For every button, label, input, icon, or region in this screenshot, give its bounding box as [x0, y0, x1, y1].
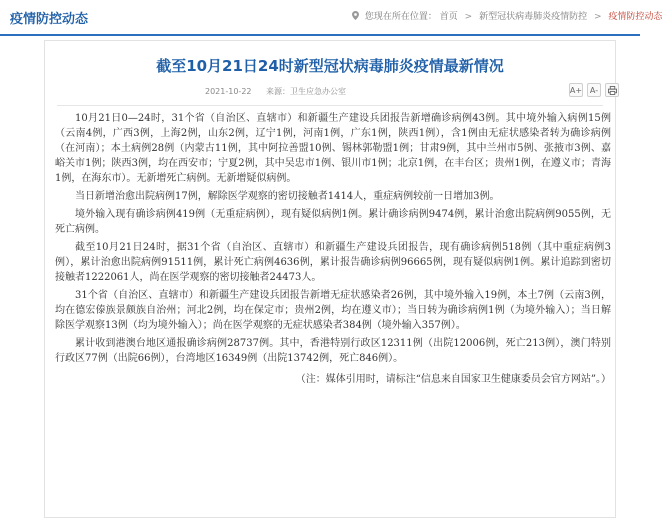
article-paragraph: 累计收到港澳台地区通报确诊病例28737例。其中，香港特别行政区12311例（出院12006例，死亡213例），澳门特别行政区77例（出院66例），台湾地区16349例（出院13742例，死亡846例）。: [55, 338, 611, 364]
article-meta: [205, 86, 358, 97]
article-note: （注：媒体引用时，请标注“信息来自国家卫生健康委员会官方网站”。）: [295, 374, 611, 385]
article-paragraph: 境外输入现有确诊病例419例（无重症病例），现有疑似病例1例。累计确诊病例9474例，累计治愈出院病例9055例，无死亡病例。: [55, 209, 611, 235]
breadcrumb-current: 疫情防控动态: [608, 12, 662, 22]
font-decrease-button[interactable]: A-: [587, 83, 601, 97]
article-paragraph: 10月21日0—24时，31个省（自治区、直辖市）和新疆生产建设兵团报告新增确诊病例43例。其中境外输入病例15例（云南4例，广西3例，上海2例，山东2例，辽宁1例，河南1例，广东1例，陕西1例），含1例由无症状感染者转为确诊病例（在河南）；本土病例28例（内蒙古11例，其中阿拉善盟10例、锡林郭勒盟1例；甘肃9例，其中兰州市5例、张掖市3例、嘉峪关市1例；陕西3例，均在西安市；宁夏2例，其中吴忠市1例、银川市1例；北京1例，在丰台区；贵州1例，在遵义市；青海1例，在海东市）。无新增死亡病例。无新增疑似病例。: [55, 113, 611, 184]
breadcrumb-separator: >: [593, 12, 602, 22]
article-source: 来源：卫生应急办公室: [266, 87, 347, 96]
article-title: 截至10月21日24时新型冠状病毒肺炎疫情最新情况: [156, 57, 504, 75]
section-title: 疫情防控动态: [10, 12, 89, 27]
location-pin-icon: [352, 11, 359, 20]
article-paragraph: 当日新增治愈出院病例17例，解除医学观察的密切接触者1414人，重症病例较前一日增加3例。: [75, 191, 500, 202]
top-bar: [0, 0, 662, 36]
article-body: [55, 111, 611, 390]
breadcrumb-home-link[interactable]: 首页: [439, 12, 458, 22]
title-divider: [57, 105, 603, 106]
article-paragraph: 31个省（自治区、直辖市）和新疆生产建设兵团报告新增无症状感染者26例，其中境外输入19例，本土7例（云南3例，均在德宏傣族景颇族自治州；河北2例，均在保定市；贵州2例，均在遵义市）；当日转为确诊病例1例（为境外输入）；当日解除医学观察13例（均为境外输入）；尚在医学观察的无症状感染者384例（境外输入357例）。: [55, 290, 611, 331]
print-icon: [608, 86, 617, 95]
article-card: [44, 40, 616, 518]
publish-date: 2021-10-22: [205, 87, 252, 96]
font-tools: [569, 83, 619, 97]
article-paragraph: 截至10月21日24时，据31个省（自治区、直辖市）和新疆生产建设兵团报告，现有确诊病例518例（其中重症病例3例），累计治愈出院病例91511例，累计死亡病例4636例，累计报告确诊病例96665例，现有疑似病例1例。累计追踪到密切接触者1222061人，尚在医学观察的密切接触者24473人。: [55, 242, 611, 283]
breadcrumb-prefix: 您现在所在位置：: [364, 12, 437, 22]
breadcrumb: [352, 9, 662, 22]
font-increase-button[interactable]: A+: [569, 83, 583, 97]
print-button[interactable]: [605, 83, 619, 97]
breadcrumb-covid-link[interactable]: 新型冠状病毒肺炎疫情防控: [479, 12, 588, 22]
breadcrumb-separator: >: [464, 12, 473, 22]
